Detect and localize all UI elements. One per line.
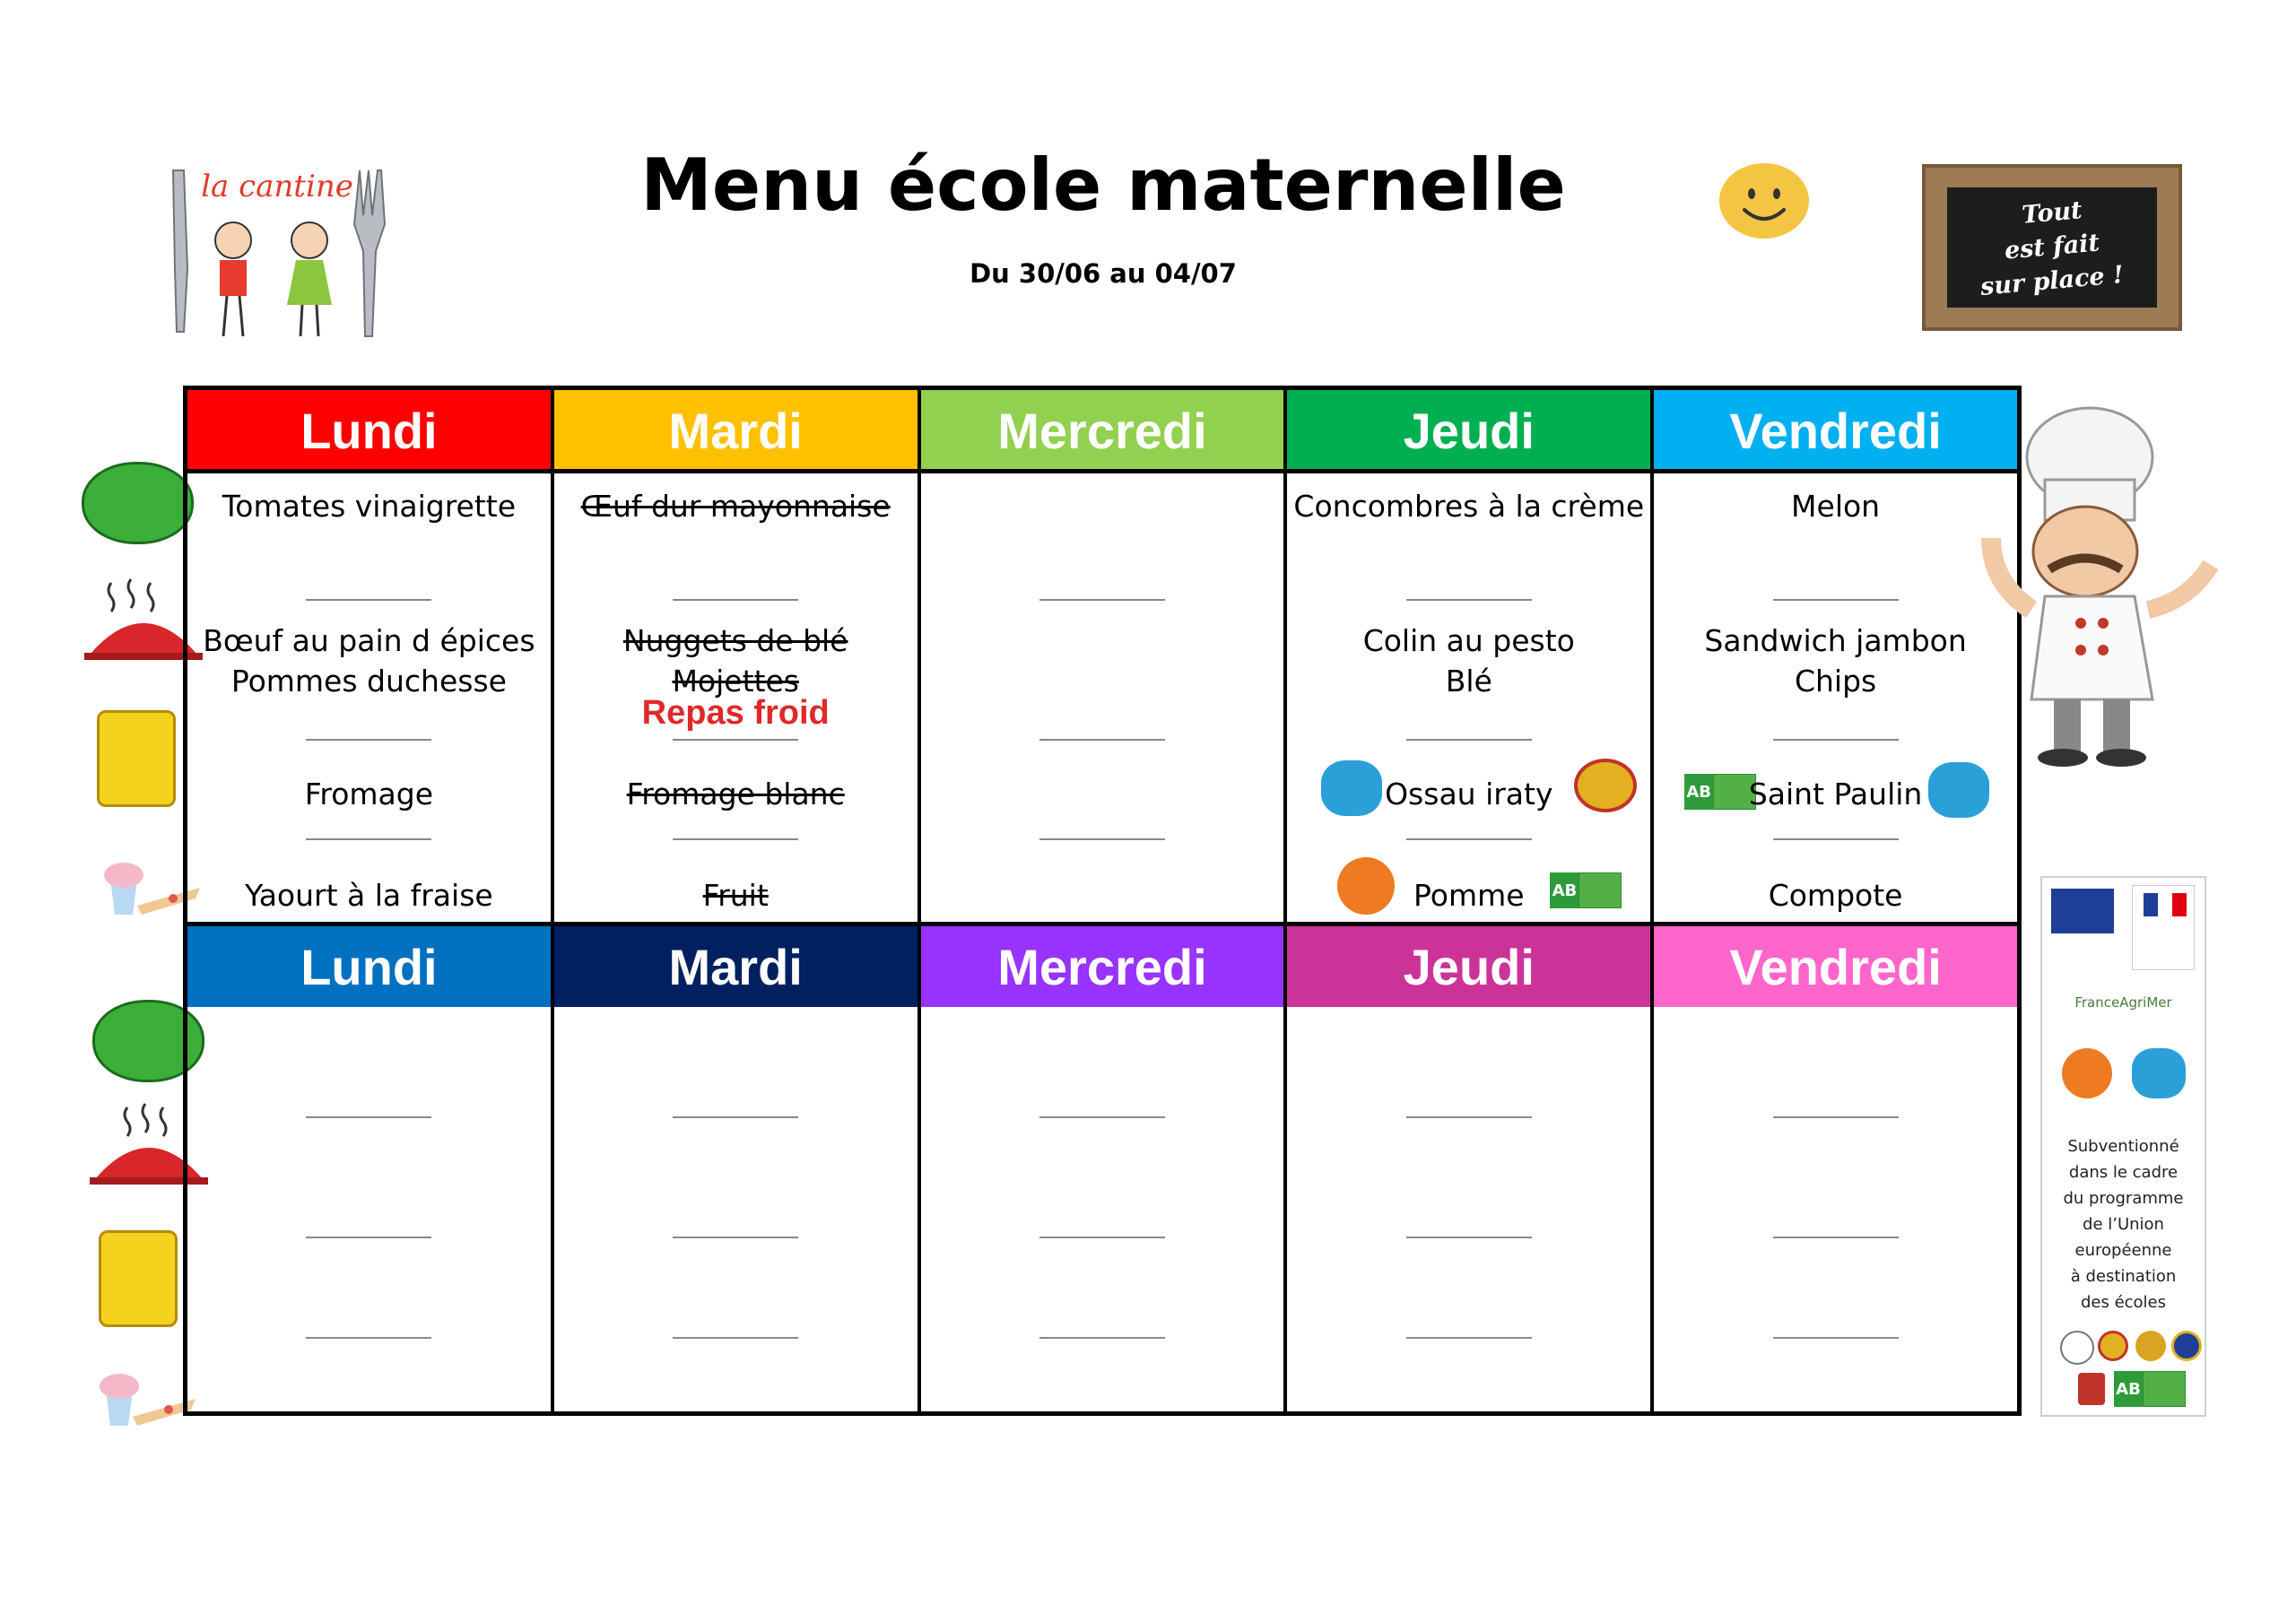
entree: Concombres à la crème xyxy=(1293,489,1645,524)
separator xyxy=(1039,739,1165,741)
week2-header xyxy=(187,926,2017,1007)
fromage: Fromage blanc xyxy=(626,777,845,812)
agriculture-bio-icon: AB xyxy=(1550,872,1622,908)
day-column-lundi xyxy=(187,473,554,922)
label-rouge-icon xyxy=(2078,1373,2105,1405)
day-column-mercredi xyxy=(921,1007,1288,1411)
dessert: Compote xyxy=(1768,878,1903,913)
day-column-mardi xyxy=(554,473,921,922)
aop-label-icon xyxy=(1574,759,1637,812)
separator xyxy=(1406,1337,1532,1339)
chef-illustration xyxy=(1969,404,2224,771)
day-column-jeudi xyxy=(1287,1007,1654,1411)
day-header-mardi: Mardi xyxy=(554,926,921,1007)
eu-flag-icon xyxy=(2051,889,2114,933)
agriculture-bio-icon: AB xyxy=(1684,774,1756,810)
fruit-ecole-icon xyxy=(2062,1048,2112,1098)
day-header-lundi: Lundi xyxy=(187,390,554,471)
quality-label-icon xyxy=(2060,1331,2094,1365)
dessert: Fruit xyxy=(702,878,769,913)
day-header-lundi: Lundi xyxy=(187,926,554,1007)
separator xyxy=(673,1116,798,1118)
day-header-mercredi: Mercredi xyxy=(921,926,1288,1007)
repas-froid-notice: Repas froid xyxy=(641,694,830,732)
day-header-mardi: Mardi xyxy=(554,390,921,471)
day-header-jeudi: Jeudi xyxy=(1287,390,1654,471)
plat-principal: Nuggets de blé xyxy=(622,623,848,658)
dessert: Pomme xyxy=(1413,878,1525,913)
entree: Tomates vinaigrette xyxy=(222,489,517,524)
fromage: Fromage xyxy=(304,777,434,812)
week1-body xyxy=(187,473,2017,922)
day-column-mardi xyxy=(554,1007,921,1411)
franceagrimer-logo: FranceAgriMer xyxy=(2074,994,2172,1011)
date-range: Du 30/06 au 04/07 xyxy=(970,258,1237,289)
accompagnement: Mojettes xyxy=(672,664,799,699)
subvention-text xyxy=(2042,1133,2205,1315)
separator xyxy=(306,1337,431,1339)
day-header-vendredi: Vendredi xyxy=(1654,390,2017,471)
aop-label-icon xyxy=(2098,1331,2128,1361)
stg-label-icon xyxy=(2171,1331,2202,1361)
separator xyxy=(1773,1337,1899,1339)
entree: Œuf dur mayonnaise xyxy=(580,489,891,524)
day-column-mercredi xyxy=(921,473,1288,922)
week1-header xyxy=(187,390,2017,471)
day-column-vendredi xyxy=(1654,1007,2017,1411)
accompagnement: Blé xyxy=(1445,664,1492,699)
igp-label-icon xyxy=(2135,1331,2166,1361)
subvention-line: dans le cadre xyxy=(2068,1163,2179,1182)
day-header-mercredi: Mercredi xyxy=(921,390,1288,471)
separator xyxy=(1406,838,1532,840)
lettuce-icon xyxy=(82,462,194,544)
separator xyxy=(1773,739,1899,741)
subvention-line: des écoles xyxy=(2080,1293,2167,1312)
separator xyxy=(1773,838,1899,840)
agriculture-bio-icon: AB xyxy=(2114,1371,2186,1407)
separator xyxy=(1039,1337,1165,1339)
separator xyxy=(1406,1116,1532,1118)
separator xyxy=(1039,1116,1165,1118)
accompagnement: Pommes duchesse xyxy=(230,664,507,699)
separator xyxy=(1406,739,1532,741)
day-header-vendredi: Vendredi xyxy=(1654,926,2017,1007)
entree: Melon xyxy=(1791,489,1881,524)
dessert: Yaourt à la fraise xyxy=(245,878,493,913)
ministere-logo xyxy=(2132,885,2195,970)
separator xyxy=(1406,599,1532,601)
separator xyxy=(306,599,431,601)
la-cantine-logo xyxy=(157,161,408,350)
fromage: Ossau iraty xyxy=(1385,777,1553,812)
board-line-2: est fait xyxy=(2003,229,2101,265)
subvention-line: du programme xyxy=(2063,1189,2184,1208)
separator xyxy=(1039,838,1165,840)
separator xyxy=(1406,1237,1532,1238)
separator xyxy=(306,739,431,741)
plat-principal: Bœuf au pain d épices xyxy=(203,623,535,658)
separator xyxy=(1773,599,1899,601)
week2-body xyxy=(187,1007,2017,1411)
separator xyxy=(1039,599,1165,601)
accompagnement: Chips xyxy=(1794,664,1877,699)
separator xyxy=(1039,1237,1165,1238)
chalkboard-sign xyxy=(1922,164,2182,331)
separator xyxy=(673,599,798,601)
separator xyxy=(1773,1116,1899,1118)
sponsor-panel xyxy=(2040,876,2206,1417)
separator xyxy=(306,1116,431,1118)
separator xyxy=(306,838,431,840)
plat-principal: Sandwich jambon xyxy=(1704,623,1967,658)
page-title: Menu école maternelle xyxy=(640,143,1566,227)
separator xyxy=(673,838,798,840)
subvention-line: de l’Union xyxy=(2083,1215,2164,1234)
day-header-jeudi: Jeudi xyxy=(1287,926,1654,1007)
day-column-vendredi xyxy=(1654,473,2017,922)
board-line-3: sur place ! xyxy=(1979,261,2125,301)
separator xyxy=(673,739,798,741)
day-column-lundi xyxy=(187,1007,554,1411)
fromage: Saint Paulin xyxy=(1748,777,1923,812)
separator xyxy=(1773,1237,1899,1238)
separator xyxy=(306,1237,431,1238)
cheese-icon xyxy=(97,710,176,807)
lait-ecole-icon xyxy=(2132,1048,2186,1098)
board-line-1: Tout xyxy=(2021,196,2083,230)
separator xyxy=(673,1337,798,1339)
smiley-icon xyxy=(1718,161,1811,240)
plat-principal: Colin au pesto xyxy=(1362,623,1575,658)
subvention-line: européenne xyxy=(2074,1241,2172,1260)
menu-table xyxy=(183,386,2022,1416)
subvention-line: à destination xyxy=(2070,1267,2177,1286)
day-column-jeudi xyxy=(1287,473,1654,922)
subvention-line: Subventionné xyxy=(2067,1137,2179,1156)
cheese-icon xyxy=(99,1230,178,1327)
logo-text: la cantine xyxy=(201,169,353,204)
separator xyxy=(673,1237,798,1238)
